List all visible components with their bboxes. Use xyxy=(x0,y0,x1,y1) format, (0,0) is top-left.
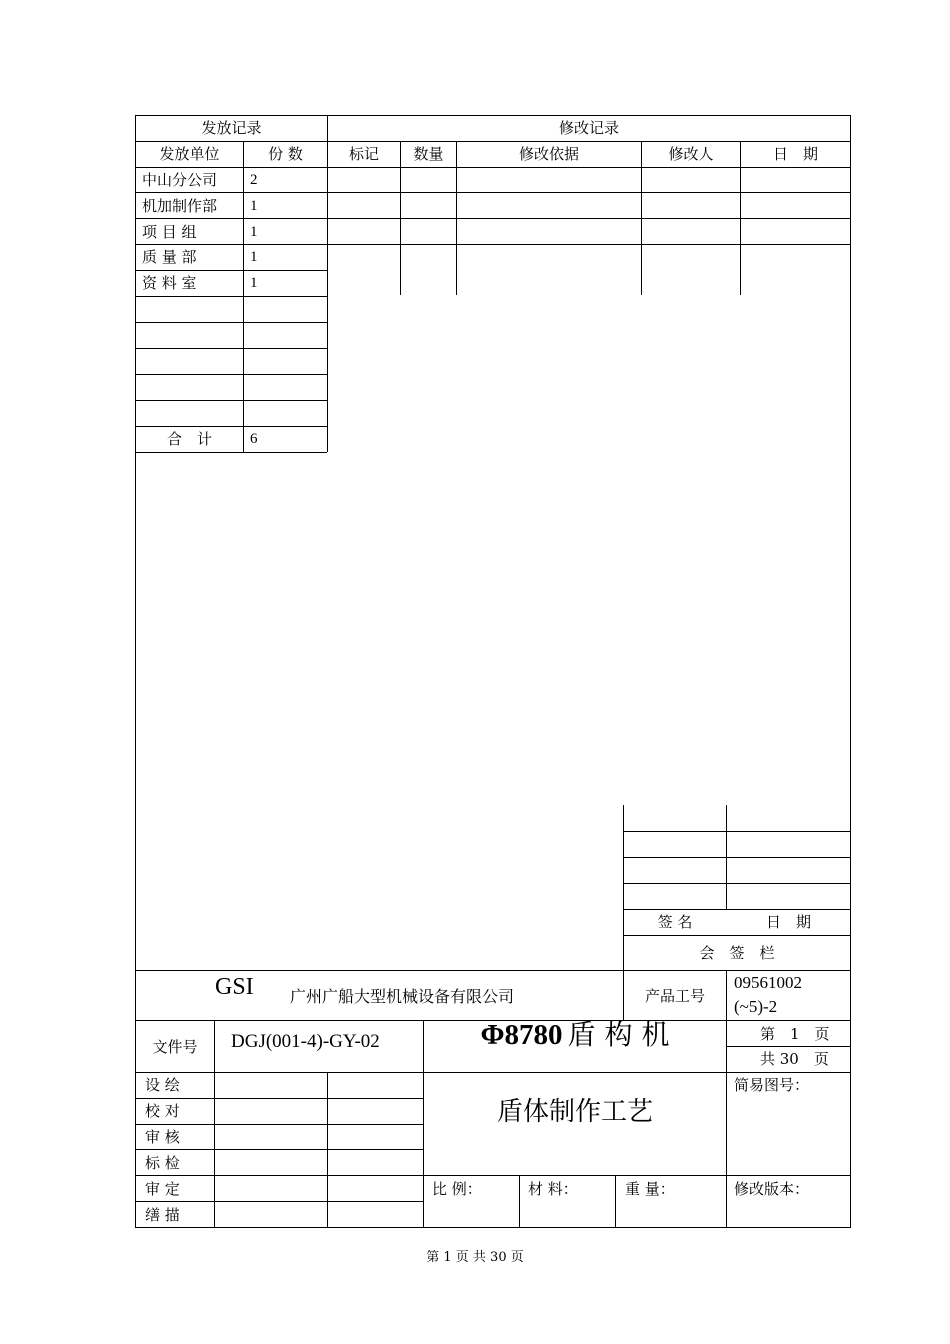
total-value: 6 xyxy=(250,431,258,447)
role-copy: 缮 描 xyxy=(145,1206,180,1224)
copies-cell: 1 xyxy=(250,249,258,265)
sign-name-header: 签 名 xyxy=(657,913,693,931)
company-name: 广州广船大型机械设备有限公司 xyxy=(290,987,515,1006)
copies-cell: 1 xyxy=(250,198,258,214)
document-title: 盾体制作工艺 xyxy=(496,1097,653,1127)
copies-cell: 2 xyxy=(250,172,258,188)
copies-cell: 1 xyxy=(250,275,258,291)
doc-no-value: DGJ(001-4)-GY-02 xyxy=(231,1031,380,1052)
unit-cell: 机加制作部 xyxy=(142,197,218,215)
unit-cell: 项 目 组 xyxy=(142,223,197,241)
unit-cell: 资 料 室 xyxy=(142,274,197,292)
machine-title-number: Φ8780 xyxy=(480,1019,563,1051)
company-logo: GSI xyxy=(215,974,254,1000)
page-total: 共 30 页 xyxy=(760,1050,829,1068)
role-check: 校 对 xyxy=(145,1102,180,1120)
role-standard-check: 标 检 xyxy=(145,1154,180,1172)
material-label: 材 料： xyxy=(528,1180,578,1198)
version-label: 修改版本： xyxy=(734,1180,810,1198)
product-no-line1: 09561002 xyxy=(734,973,802,992)
doc-no-label: 文件号 xyxy=(152,1038,198,1056)
unit-cell: 质 量 部 xyxy=(142,248,197,266)
sketch-no-label: 简易图号： xyxy=(734,1076,810,1094)
scale-label: 比 例： xyxy=(432,1180,482,1198)
col-header-unit: 发放单位 xyxy=(159,145,220,163)
page-footer: 第 1 页 共 30 页 xyxy=(426,1250,524,1265)
countersign-title: 会 签 栏 xyxy=(699,944,775,962)
machine-title-text: 盾 构 机 xyxy=(567,1018,670,1051)
unit-cell: 中山分公司 xyxy=(142,171,218,189)
col-header-date: 日 期 xyxy=(772,145,818,163)
copies-cell: 1 xyxy=(250,224,258,240)
col-header-basis: 修改依据 xyxy=(518,145,579,163)
sign-date-header: 日 期 xyxy=(765,913,811,931)
machine-title xyxy=(424,1013,726,1053)
col-header-qty: 数量 xyxy=(413,145,444,163)
col-header-person: 修改人 xyxy=(668,145,714,163)
page-current: 第 1 页 xyxy=(760,1025,830,1043)
col-header-mark: 标记 xyxy=(348,145,379,163)
distribution-title: 发放记录 xyxy=(201,119,262,137)
role-approve: 审 定 xyxy=(145,1180,180,1198)
revision-title: 修改记录 xyxy=(558,119,619,137)
total-label: 合 计 xyxy=(166,430,212,448)
col-header-copies: 份 数 xyxy=(268,145,303,163)
role-review: 审 核 xyxy=(145,1128,180,1146)
product-no-label: 产品工号 xyxy=(644,987,705,1005)
product-no-line2: (~5)-2 xyxy=(734,997,778,1016)
role-draw: 设 绘 xyxy=(145,1076,180,1094)
weight-label: 重 量： xyxy=(625,1180,675,1198)
